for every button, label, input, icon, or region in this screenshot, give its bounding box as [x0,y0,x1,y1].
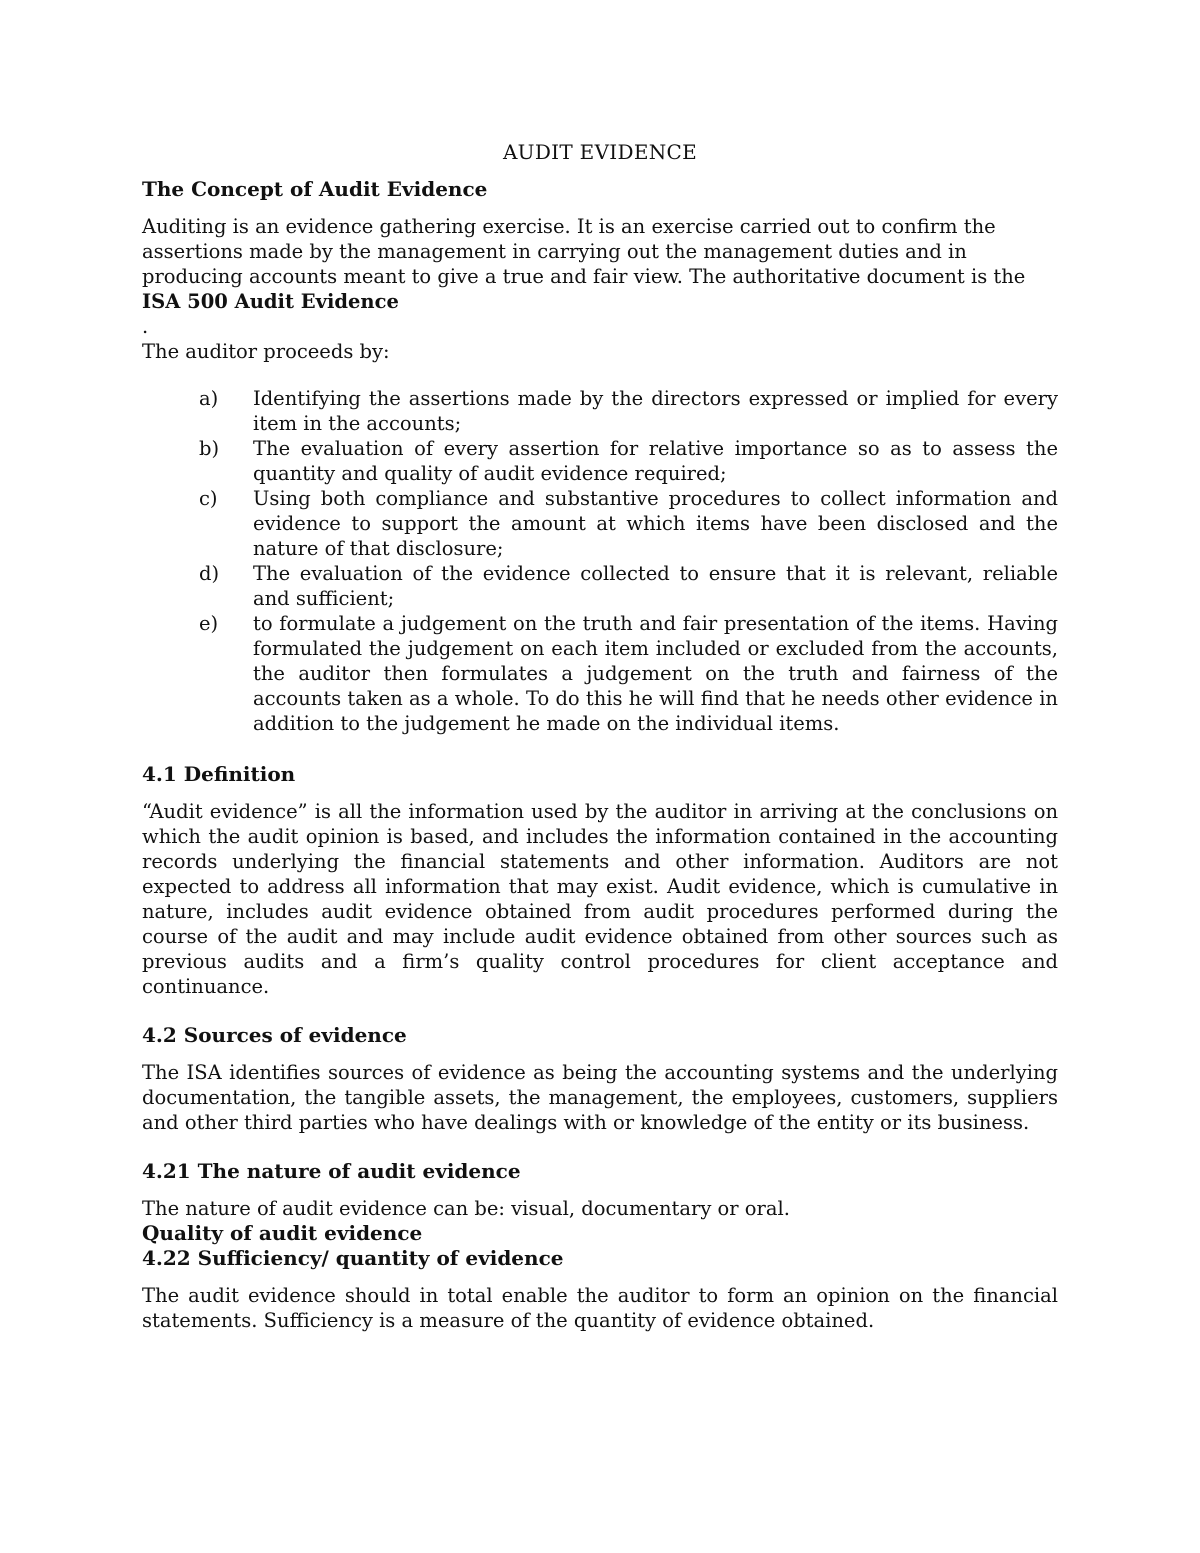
sources-section [142,1023,1058,1135]
definition-section [142,762,1058,999]
sources-paragraph: The ISA identifies sources of evidence as being the accounting systems and the underlying documentation, the tangible assets, the management, the employees, customers, suppliers and other third parties who have dealings with or knowledge of the entity or its business. [142,1061,1058,1134]
list-item-text: Identifying the assertions made by the directors expressed or implied for every item in the accounts; [253,387,1058,435]
isa-500-reference: ISA 500 Audit Evidence [142,290,399,313]
stray-period: . [142,315,149,338]
nature-heading: 4.21 The nature of audit evidence [142,1159,521,1183]
document-title: AUDIT EVIDENCE [502,140,698,164]
concept-section [142,177,1058,736]
list-item-text: The evaluation of the evidence collected to ensure that it is relevant, reliable and sufficient; [253,562,1058,610]
list-item-text: to formulate a judgement on the truth and fair presentation of the items. Having formulated the judgement on each item included or excluded from the accounts, the auditor then formulates a judgement on the truth and fairness of the accounts taken as a whole. To do this he will find that he needs other evidence in addition to the judgement he made on the individual items. [253,612,1058,735]
sufficiency-heading: 4.22 Sufficiency/ quantity of evidence [142,1246,564,1270]
list-item [142,611,1058,736]
list-item [142,561,1058,611]
list-marker: e) [199,612,219,635]
list-item [142,486,1058,561]
procedure-list [142,386,1058,736]
definition-paragraph: “Audit evidence” is all the information used by the auditor in arriving at the conclusions on which the audit opinion is based, and includes the information contained in the accounting records underlying the financial statements and other information. Auditors are not expected to address all information that may exist. Audit evidence, which is cumulative in nature, includes audit evidence obtained from audit procedures performed during the course of the audit and may include audit evidence obtained from other sources such as previous audits and a firm’s quality control procedures for client acceptance and continuance. [142,800,1058,998]
list-item-text: Using both compliance and substantive procedures to collect information and evidence to support the amount at which items have been disclosed and the nature of that disclosure; [253,487,1058,560]
list-marker: b) [199,437,220,460]
definition-heading: 4.1 Definition [142,762,296,786]
concept-paragraph [142,214,1058,314]
sources-heading: 4.2 Sources of evidence [142,1023,407,1047]
procedure-lead: The auditor proceeds by: [142,340,390,363]
list-item [142,436,1058,486]
concept-heading: The Concept of Audit Evidence [142,177,488,201]
nature-section [142,1159,1058,1333]
nature-paragraph: The nature of audit evidence can be: visual, documentary or oral. [142,1197,790,1220]
concept-paragraph-text: Auditing is an evidence gathering exercise. It is an exercise carried out to confirm the assertions made by the management in carrying out the management duties and in producing accounts meant to give a true and fair view. The authoritative document is the [142,215,1026,288]
quality-heading: Quality of audit evidence [142,1221,423,1245]
list-marker: c) [199,487,218,510]
list-marker: a) [199,387,219,410]
sufficiency-paragraph: The audit evidence should in total enable the auditor to form an opinion on the financial statements. Sufficiency is a measure of the quantity of evidence obtained. [142,1284,1058,1332]
list-item [142,386,1058,436]
list-item-text: The evaluation of every assertion for relative importance so as to assess the quantity and quality of audit evidence required; [253,437,1058,485]
list-marker: d) [199,562,220,585]
document-page [142,140,1058,1333]
